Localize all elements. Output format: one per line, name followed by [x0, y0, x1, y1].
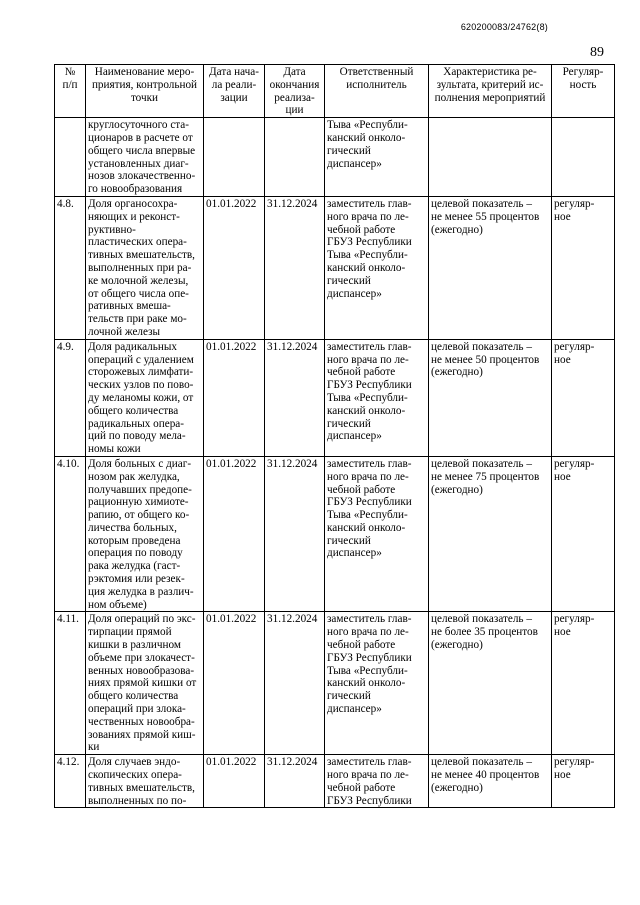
table-row	[55, 339, 615, 456]
row-end-date: 31.12.2024	[265, 456, 325, 612]
row-start-date: 01.01.2022	[204, 755, 265, 808]
row-start-date: 01.01.2022	[204, 339, 265, 456]
table-row	[55, 196, 615, 339]
row-regularity: регуляр- ное	[552, 612, 615, 755]
measures-table	[54, 64, 615, 808]
row-number: 4.10.	[55, 456, 86, 612]
row-end-date	[265, 118, 325, 197]
row-name: Доля больных с диаг- нозом рак желудка, получавших предопе- рационную химиоте- рапию, от общего ко- личества больных, которым проведена операция по поводу рака желудка (гаст- рэктомия или резек- ция желудка в различ- ном объеме)	[86, 456, 204, 612]
row-name: Доля случаев эндо- скопических опера- тивных вмешательств, выполненных по по-	[86, 755, 204, 808]
row-executor: заместитель глав- ного врача по ле- чебной работе ГБУЗ Республики Тыва «Республи- канский онколо- гический диспансер»	[325, 339, 429, 456]
row-executor: заместитель глав- ного врача по ле- чебной работе ГБУЗ Республики Тыва «Республи- канский онколо- гический диспансер»	[325, 612, 429, 755]
table-row	[55, 118, 615, 197]
row-regularity: регуляр- ное	[552, 339, 615, 456]
row-end-date: 31.12.2024	[265, 612, 325, 755]
row-start-date	[204, 118, 265, 197]
table-row	[55, 755, 615, 808]
document-id: 620200083/24762(8)	[460, 22, 548, 32]
row-number: 4.8.	[55, 196, 86, 339]
row-result	[429, 118, 552, 197]
row-executor: заместитель глав- ного врача по ле- чебной работе ГБУЗ Республики Тыва «Республи- канский онколо- гический диспансер»	[325, 196, 429, 339]
row-end-date: 31.12.2024	[265, 196, 325, 339]
header-end-date: Дата окончания реализа- ции	[265, 65, 325, 118]
row-result: целевой показатель – не менее 50 процентов (ежегодно)	[429, 339, 552, 456]
row-regularity: регуляр- ное	[552, 196, 615, 339]
header-start-date: Дата нача- ла реали- зации	[204, 65, 265, 118]
row-end-date: 31.12.2024	[265, 755, 325, 808]
table-row	[55, 456, 615, 612]
row-executor: заместитель глав- ного врача по ле- чебной работе ГБУЗ Республики Тыва «Республи- канский онколо- гический диспансер»	[325, 456, 429, 612]
row-regularity: регуляр- ное	[552, 456, 615, 612]
row-result: целевой показатель – не менее 75 процентов (ежегодно)	[429, 456, 552, 612]
header-result: Характеристика ре- зультата, критерий ис- полнения мероприятий	[429, 65, 552, 118]
row-executor: заместитель глав- ного врача по ле- чебной работе ГБУЗ Республики	[325, 755, 429, 808]
table-header-row	[55, 65, 615, 118]
row-number	[55, 118, 86, 197]
row-number: 4.12.	[55, 755, 86, 808]
page-number: 89	[590, 45, 604, 60]
row-result: целевой показатель – не более 35 процентов (ежегодно)	[429, 612, 552, 755]
header-number: № п/п	[55, 65, 86, 118]
row-number: 4.11.	[55, 612, 86, 755]
header-name: Наименование меро- приятия, контрольной точки	[86, 65, 204, 118]
row-regularity	[552, 118, 615, 197]
row-start-date: 01.01.2022	[204, 456, 265, 612]
row-regularity: регуляр- ное	[552, 755, 615, 808]
row-executor: Тыва «Республи- канский онколо- гический диспансер»	[325, 118, 429, 197]
row-number: 4.9.	[55, 339, 86, 456]
header-regularity: Регуляр- ность	[552, 65, 615, 118]
row-name: Доля органосохра- няющих и реконст- руктивно- пластических опера- тивных вмешательств, выполненных при ра- ке молочной железы, от общего числа опе- ративных вмеша- тельств при раке мо- лочной железы	[86, 196, 204, 339]
row-result: целевой показатель – не менее 55 процентов (ежегодно)	[429, 196, 552, 339]
row-name: Доля радикальных операций с удалением сторожевых лимфати- ческих узлов по пово- ду меланомы кожи, от общего количества радикальных опера- ций по поводу мела- номы кожи	[86, 339, 204, 456]
row-start-date: 01.01.2022	[204, 612, 265, 755]
row-start-date: 01.01.2022	[204, 196, 265, 339]
row-result: целевой показатель – не менее 40 процентов (ежегодно)	[429, 755, 552, 808]
row-end-date: 31.12.2024	[265, 339, 325, 456]
row-name: круглосуточного ста- ционаров в расчете от общего числа впервые установленных диаг- нозов злокачественно- го новообразования	[86, 118, 204, 197]
header-executor: Ответственный исполнитель	[325, 65, 429, 118]
row-name: Доля операций по экс- тирпации прямой кишки в различном объеме при злокачест- венных новообразова- ниях прямой кишки от общего количества операций при злока- чественных новообра- зованиях прямой киш- ки	[86, 612, 204, 755]
table-row	[55, 612, 615, 755]
